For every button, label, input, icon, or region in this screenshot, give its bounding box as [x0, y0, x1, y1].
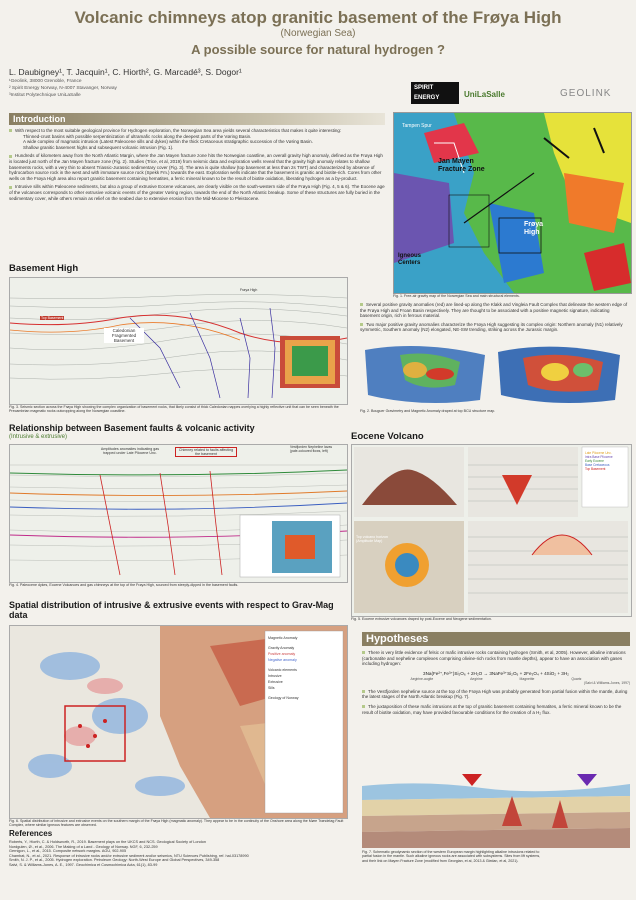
gravmag-bullet-1: Several positive gravity anomalies (red) are lined-up along the Klakk and Vingleia Fault Complex that delineate the western edge of the Frøya High and Froan Basin respectively. They are thought to be associated with a positive magnetic signature, indicating basement origin, rich in ferrous material.	[360, 302, 628, 319]
basement-heading: Basement High	[9, 263, 79, 274]
label-jan-mayen: Jan Mayen Fracture Zone	[438, 158, 485, 173]
label-vestfjorden: Vestfjorden Nepheline lavas (pale-coloured flows, left)	[290, 445, 333, 453]
spatial-heading: Spatial distribution of intrusive & extrusive events with respect to Grav-Mag data	[9, 600, 334, 620]
legend-intra-base-pliocene: Intra Base Pliocene	[585, 455, 613, 459]
fig6-caption: Fig. 6. Spatial distribution of intrusive and extrusive events on the southern margin of the Frøya High (magmatic anomaly). They appear to be in the continuity of the Onshore area along the Møre Trøndelag Fault Complex, where similar igneous features are observed.	[9, 819, 344, 828]
gravmag-bullet-2: Two major positive gravity anomalies characterize the Frøya High suggesting its complex origin: Northern anomaly (N1) relatively symmetric, Southern anomaly (N2) elongated, NE-SW trending, striking across the Jurassic margin.	[360, 321, 623, 333]
hypotheses-body	[362, 650, 630, 715]
legend-intrusive: Intrusive	[268, 674, 282, 678]
relationship-heading: Relationship between Basement faults & volcanic activity	[9, 423, 255, 433]
fig6-legend	[268, 636, 342, 700]
label-igneous-centers: Igneous Centers	[398, 253, 422, 266]
legend-magnetic-anomaly: Magnetic Anomaly	[268, 636, 298, 640]
fig5-caption: Fig. 5. Eocene extrusive volcanoes draped by post-Eocene and Neogene sedimentation.	[351, 617, 492, 621]
affiliation-1: ¹Geolink, 38000 Grenoble, France	[9, 79, 82, 84]
legend-geology-norway: Geology of Norway	[268, 696, 299, 700]
fig4-seismic-graphic	[10, 445, 347, 582]
intro-body	[9, 128, 385, 201]
fig2-magnetic-graphic	[493, 340, 625, 408]
hypothesis-1: There is very little evidence of felsic or mafic intrusive rocks containing hydrogen (Smith, et al, 2005). However, alkaline intrusions (carbonatite and nepheline complexes comprising olivine-rich rocks from mantle depths), appear to have an association with gases including hydrogen:	[362, 650, 626, 667]
eocene-legend	[585, 451, 627, 471]
fig6-spatial-map	[9, 625, 348, 819]
gravmag-text	[360, 302, 630, 333]
hypothesis-3: The juxtaposition of these mafic intrusions at the top of granitic basement containing hematites, a ferric mineral known to be the result of biotite oxidation, may have provided favourable conditions for the creation of a H₂ flux.	[362, 703, 622, 715]
legend-sills: Sills	[268, 686, 275, 690]
affiliation-3: ³Institut Polytechnique UniLaSalle	[9, 93, 81, 98]
reference-item: Chambat, N., et al., 2021. Response of intrusive rocks and/or extrusive sediment and/or seismics, NTU Sciences Publishing, ref. hal-03178990	[9, 853, 249, 858]
unilasalle-logo: UniLaSalle	[464, 90, 505, 99]
intro-para-1: With respect to the most suitable geological province for Hydrogen exploration, the Norwegian Sea area yields several characteristics that makes it quite interesting:	[9, 128, 385, 134]
references-list	[9, 840, 346, 868]
poster-title: Volcanic chimneys atop granitic basement of the Frøya High	[74, 8, 562, 27]
hypotheses-heading: Hypotheses	[362, 632, 630, 646]
legend-top-basement: Top Basement	[585, 467, 606, 471]
fig3-caption: Fig. 3. Seismic section across the Frøya High showing the complex organization of basement rocks, that likely consist of thick Caledonian nappes overlying a highly reflective unit that can be seen beneath the Precambrian magmatic rocks outcropping along the Norwegian coastline.	[9, 405, 339, 414]
fig7-geodynamic-section	[362, 766, 630, 848]
equation-reference: (Salvi & Williams-Jones, 1997)	[584, 680, 630, 685]
eq-label-quartz: Quartz	[571, 676, 582, 681]
reaction-equation: 3Na(Fe²⁺,Fe³⁺)Si₂O₆ + 2H₂O → 3NaFe³⁺Si₂O₆ + 2Fe₃O₄ + 4SiO₂ + 3H₂	[423, 670, 569, 676]
reference-item: Gernigon, L., et al., 2015. Composite network margins. AGU, 902-905	[9, 849, 127, 854]
intro-sub-3: Shallow granitic basement highs and subsequent volcanic intrusion (Fig. 1).	[23, 144, 174, 150]
label-amplitude-anomalies: Amplitudes anomalies indicating gas trapped under Late Pliocene Unc.	[100, 447, 160, 456]
eocene-heading: Eocene Volcano	[351, 431, 424, 442]
reference-item: Salvi, S. & Williams-Jones, A. E., 1997. Geochimica et Cosmochimica Acta, 61(1), 83-99	[9, 862, 158, 867]
references-heading: References	[9, 829, 53, 838]
label-caledonian: Caledonian Fragmented Basement	[104, 328, 144, 343]
label-top-basement: Top Basement	[41, 316, 64, 320]
legend-gravity-anomaly: Gravity Anomaly	[268, 646, 295, 650]
relationship-subheading: (Intrusive & extrusive)	[9, 434, 68, 440]
legend-positive: Positive anomaly	[268, 652, 296, 656]
label-froya-high: Frøya High	[524, 221, 544, 236]
eq-label-aegirine: Aegirine	[470, 676, 483, 681]
intro-sub-1: Thinned-crust basins with possible serpentinization of ultramafic rocks along the deepest parts of the Vøring Basin.	[23, 133, 252, 139]
legend-negative: Negative anomaly	[268, 658, 297, 662]
legend-volcanic-elements: Volcanic elements	[268, 668, 297, 672]
fig3-seismic-graphic	[10, 278, 347, 404]
legend-early-eocene: Early Eocene	[585, 459, 604, 463]
legend-base-cretaceous: Base Cretaceous	[585, 463, 610, 467]
label-tampen-spur: Tampen Spur	[402, 123, 432, 129]
label-froya-high-section: Frøya High	[240, 288, 258, 292]
reference-item: Roberts, Y., Hiorth, C. & Holdsworth, R., 2019. Basement plays on the UKCS and NCS. Geological Society of London	[9, 840, 206, 844]
hypothesis-2: The Vestfjorden nepheline source at the top of the Frøya High was probably generated from partial fusion within the mantle, during the latest stages of the North Atlantic breakup (Fig. 7).	[362, 688, 628, 700]
intro-heading: Introduction	[9, 113, 385, 125]
fig4-caption: Fig. 4. Paleocene dykes, Eocene Volcanoes and gas chimneys at the top of the Frøya High, sourced from steeply-dipped in the basement faults.	[9, 583, 239, 587]
poster-subtitle: (Norwegian Sea)	[280, 28, 356, 39]
fig7-section-graphic	[362, 766, 630, 848]
authors: L. Daubigney¹, T. Jacquin¹, C. Hiorth², G. Marcadé³, S. Dogor¹	[9, 67, 242, 77]
label-top-volcano: Top volcano horizon (Amplitude Map)	[356, 535, 388, 543]
fig1-caption: Fig. 1. Free-air gravity map of the Norwegian Sea and main structural elements.	[393, 294, 520, 298]
affiliation-2: ² Spirit Energy Norway, N-4007 Stavanger, Norway	[9, 86, 117, 91]
fig1-gravity-map	[393, 112, 632, 294]
intro-sub-2: A wide complex of magmatic intrusion (Latest Paleocene sills and dykes) within the thick Cretaceous stratigraphic succession of the Vøring Basin.	[23, 139, 313, 145]
reference-item: Smith, N. J. P., et al., 2005. Hydrogen exploration. Petroleum Geology: North-West Europe and Global Perspectives, 349-358	[9, 858, 220, 863]
reference-item: Nordgulen, Ø., et al., 2006. The Making of a Land - Geology of Norway. NGF, 6, 232-259	[9, 844, 158, 849]
fig5-eocene-panel	[351, 444, 632, 617]
geolink-logo: GEOLINK	[560, 88, 612, 99]
intro-para-3: Intrusive sills within Paleocene sediments, but also a group of extrusive Eocene volcanoes, are clearly visible on the south-western side of the Frøya High (Fig. 4, 5 & 6). The Eocene age of the volcanoes corresponds to other extrusive volcanic events of the greater Vøring region, towards the end of the North Atlantic breakup. Some of these structures are fully buried in the sedimentary cover, while others remain as relief on the seabed due to extensive erosion from the Mid-Miocene to Pleistocene.	[9, 184, 385, 201]
label-chimney-faults: Chimney related to faults affecting the basement	[175, 447, 237, 457]
fig2-bouguer-map	[360, 340, 490, 408]
fig2-bouguer-graphic	[360, 340, 490, 408]
fig2-caption: Fig. 2. Bouguer Gravimetry and Magnetic Anomaly draped at top BCU structure map.	[360, 409, 496, 413]
legend-late-pliocene: Late Pliocene Unc.	[585, 451, 612, 455]
fig2-magnetic-map	[493, 340, 625, 408]
intro-para-2: Hundreds of kilometers away from the North Atlantic Margin, where the Jan Mayen fracture zone hits the Norwegian coastline, an overall gravity high anomaly, defined as the Frøya High is located just north of the Jan Mayen fracture zone (Fig. 2). Studies (Trice, et al, 2019) from seismic data and exploration wells reveal that the gravity high anomaly relates to shallow basements rocks, with a very thin to absent Triassic-Jurassic sedimentary cover (Fig. 3). The area is quite shallow (top basement at less than 2s TWT) and characterized by absence of hydrocarbon source rock in the west and with immature source rock (Spekk Fm.) towards the east. Exploration wells indicate that the basement is granitic and biotite-rich. Cores from other wells on the Frøya High area also report granitic basement containing hematites, a ferric mineral known to be the result of biotite oxidation, liberating hydrogen as a by-product.	[9, 153, 383, 181]
eq-label-magnetite: Magnetite	[519, 676, 535, 681]
fig3-seismic-section	[9, 277, 348, 405]
spirit-energy-logo: SPIRIT ENERGY	[411, 82, 459, 104]
eq-label-aegirine-augite: Aegirine-augite	[410, 676, 434, 681]
poster-title-2: A possible source for natural hydrogen ?	[191, 42, 445, 57]
fig4-seismic-section	[9, 444, 348, 583]
fig1-map-graphic	[394, 113, 631, 293]
legend-extrusive: Extrusive	[268, 680, 283, 684]
fig7-caption: Fig. 7. Schematic geodynamic section of the western European margin highlighting alkaline intrusions related to partial fusion in the mantle. Such alkaline igneous rocks are associated with subsystems. Sites from lift systems, and their link on Møyen Fracture Zone (modified from Georgian, et al, 2013 & Gledan, et al, 2021).	[362, 850, 541, 863]
